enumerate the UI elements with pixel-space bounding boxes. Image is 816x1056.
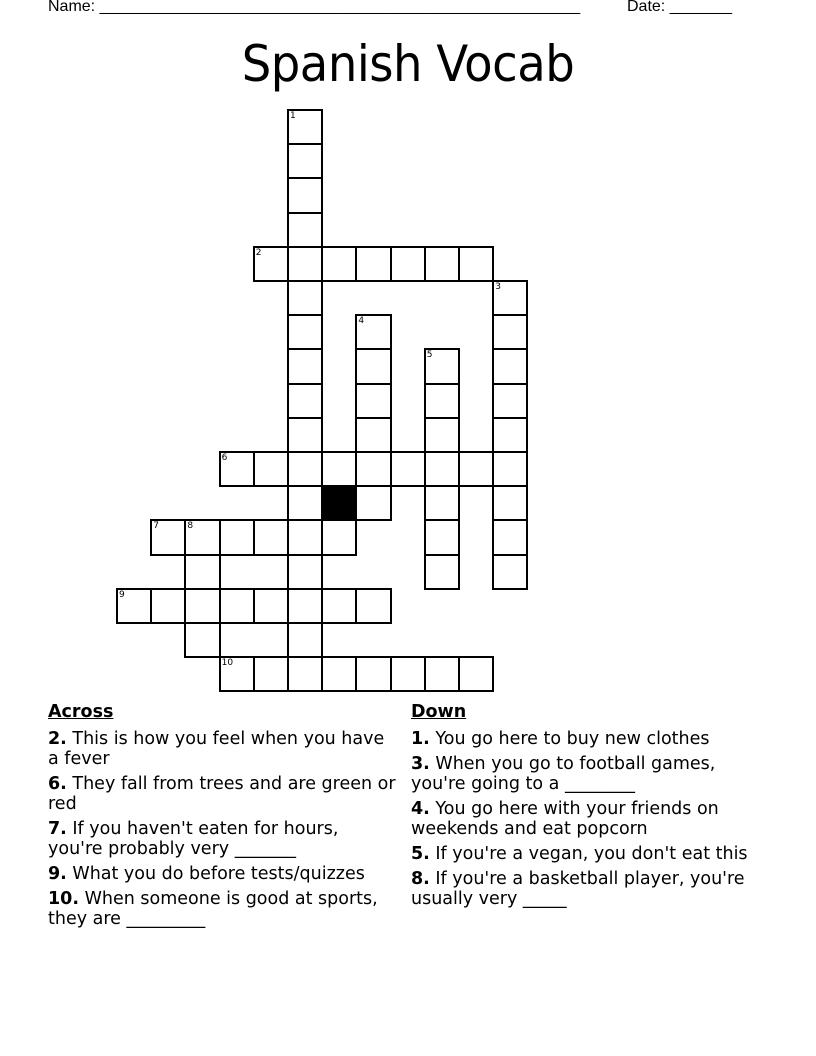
clue-across-2 (48, 729, 398, 769)
crossword-cell[interactable] (321, 519, 357, 555)
crossword-cell[interactable] (253, 588, 289, 624)
crossword-cell[interactable] (355, 656, 391, 692)
crossword-cell[interactable] (219, 656, 255, 692)
clue-down-5 (411, 844, 761, 864)
crossword-cell[interactable] (355, 383, 391, 419)
crossword-cell[interactable] (355, 314, 391, 350)
crossword-cell[interactable] (424, 519, 460, 555)
crossword-cell[interactable] (424, 554, 460, 590)
clue-text: When someone is good at sports, they are _________ (48, 889, 378, 929)
clue-number-label: 8 (187, 521, 194, 532)
clue-text: If you haven't eaten for hours, you're probably very _______ (48, 819, 339, 859)
clue-number: 4. (411, 799, 430, 819)
crossword-cell[interactable] (287, 451, 323, 487)
crossword-cell[interactable] (458, 246, 494, 282)
crossword-cell[interactable] (390, 246, 426, 282)
crossword-cell[interactable] (184, 519, 220, 555)
clue-number: 7. (48, 819, 67, 839)
crossword-cell[interactable] (287, 280, 323, 316)
clue-text: What you do before tests/quizzes (66, 864, 365, 884)
crossword-cell[interactable] (287, 348, 323, 384)
clue-number-label: 5 (426, 350, 433, 361)
crossword-cell[interactable] (253, 451, 289, 487)
clue-down-3 (411, 754, 761, 794)
date-field[interactable]: Date: _______ (627, 0, 732, 15)
clue-number: 3. (411, 754, 430, 774)
across-heading: Across (48, 702, 114, 722)
clue-across-10 (48, 889, 398, 929)
crossword-cell[interactable] (253, 519, 289, 555)
clue-number-label: 4 (358, 316, 365, 327)
clue-number: 8. (411, 869, 430, 889)
crossword-cell[interactable] (492, 348, 528, 384)
crossword-cell[interactable] (355, 246, 391, 282)
clue-text: You go here to buy new clothes (429, 729, 710, 749)
black-cell (321, 485, 357, 521)
crossword-cell[interactable] (321, 451, 357, 487)
name-field[interactable]: Name: ______________________________________________________ (48, 0, 581, 15)
crossword-cell[interactable] (150, 588, 186, 624)
crossword-cell[interactable] (287, 554, 323, 590)
down-heading: Down (411, 702, 467, 722)
crossword-cell[interactable] (150, 519, 186, 555)
clue-down-1 (411, 729, 761, 749)
crossword-cell[interactable] (253, 656, 289, 692)
clue-text: If you're a vegan, you don't eat this (429, 844, 748, 864)
crossword-cell[interactable] (253, 246, 289, 282)
clue-number: 1. (411, 729, 430, 749)
clue-across-9 (48, 864, 398, 884)
crossword-cell[interactable] (492, 451, 528, 487)
clue-text: This is how you feel when you have a fever (48, 729, 385, 769)
crossword-cell[interactable] (287, 143, 323, 179)
crossword-cell[interactable] (219, 588, 255, 624)
crossword-cell[interactable] (424, 417, 460, 453)
crossword-cell[interactable] (355, 417, 391, 453)
crossword-cell[interactable] (321, 588, 357, 624)
crossword-cell[interactable] (492, 519, 528, 555)
crossword-cell[interactable] (219, 451, 255, 487)
crossword-cell[interactable] (184, 622, 220, 658)
clue-number-label: 10 (221, 658, 234, 669)
crossword-cell[interactable] (390, 451, 426, 487)
crossword-cell[interactable] (492, 554, 528, 590)
crossword-cell[interactable] (492, 280, 528, 316)
crossword-cell[interactable] (492, 383, 528, 419)
down-clues (411, 701, 761, 914)
crossword-cell[interactable] (116, 588, 152, 624)
clue-number-label: 6 (221, 453, 228, 463)
clue-text: When you go to football games, you're going to a ________ (411, 754, 716, 794)
crossword-cell[interactable] (184, 554, 220, 590)
crossword-cell[interactable] (287, 212, 323, 248)
crossword-cell[interactable] (321, 656, 357, 692)
crossword-cell[interactable] (287, 417, 323, 453)
crossword-cell[interactable] (458, 451, 494, 487)
crossword-cell[interactable] (287, 109, 323, 145)
crossword-cell[interactable] (184, 588, 220, 624)
clue-number: 10. (48, 889, 80, 909)
clue-number-label: 3 (495, 282, 501, 292)
clue-number: 9. (48, 864, 67, 884)
crossword-cell[interactable] (424, 246, 460, 282)
crossword-cell[interactable] (287, 314, 323, 350)
clue-text: They fall from trees and are green or red (48, 774, 396, 814)
crossword-cell[interactable] (458, 656, 494, 692)
crossword-cell[interactable] (287, 622, 323, 658)
crossword-cell[interactable] (355, 348, 391, 384)
crossword-cell[interactable] (219, 519, 255, 555)
crossword-cell[interactable] (355, 485, 391, 521)
crossword-cell[interactable] (492, 485, 528, 521)
clue-number-label: 9 (119, 589, 125, 600)
clue-text: You go here with your friends on weekends and eat popcorn (411, 799, 719, 839)
crossword-cell[interactable] (424, 383, 460, 419)
crossword-cell[interactable] (287, 383, 323, 419)
clue-number-label: 1 (290, 111, 296, 121)
crossword-cell[interactable] (287, 656, 323, 692)
crossword-cell[interactable] (287, 519, 323, 555)
crossword-cell[interactable] (355, 588, 391, 624)
crossword-cell[interactable] (424, 485, 460, 521)
crossword-cell[interactable] (492, 314, 528, 350)
crossword-cell[interactable] (321, 246, 357, 282)
crossword-grid (117, 110, 528, 692)
clue-number-label: 7 (153, 521, 159, 532)
crossword-cell[interactable] (424, 451, 460, 487)
crossword-cell[interactable] (287, 246, 323, 282)
clue-across-7 (48, 819, 398, 859)
crossword-cell[interactable] (287, 485, 323, 521)
crossword-cell[interactable] (390, 656, 426, 692)
crossword-cell[interactable] (492, 417, 528, 453)
clue-down-8 (411, 869, 761, 909)
clue-number-label: 2 (255, 247, 262, 258)
crossword-cell[interactable] (355, 451, 391, 487)
clue-number: 5. (411, 844, 430, 864)
crossword-cell[interactable] (287, 177, 323, 213)
crossword-cell[interactable] (287, 588, 323, 624)
crossword-cell[interactable] (424, 656, 460, 692)
page-title: Spanish Vocab (241, 35, 575, 93)
clue-number: 6. (48, 774, 67, 794)
clue-text: If you're a basketball player, you're usually very _____ (411, 869, 745, 909)
across-clues (48, 701, 398, 934)
clue-down-4 (411, 799, 761, 839)
crossword-cell[interactable] (424, 348, 460, 384)
clue-across-6 (48, 774, 398, 814)
clue-number: 2. (48, 729, 67, 749)
